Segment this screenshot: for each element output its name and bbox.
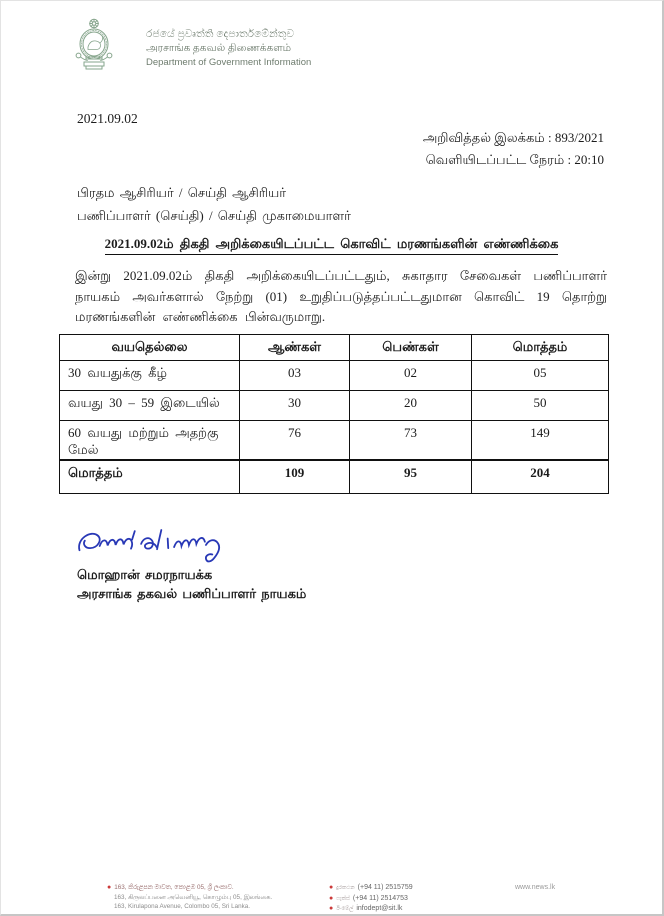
- handwritten-signature-image: [71, 521, 241, 571]
- total-females: 95: [350, 460, 472, 493]
- table-row: [60, 361, 609, 391]
- sri-lanka-emblem-logo: [73, 17, 115, 75]
- address-bullet-icon: ●: [107, 884, 112, 891]
- footer-contact-block: [329, 883, 413, 915]
- total-label: மொத்தம்: [60, 460, 240, 493]
- dept-name-english: Department of Government Information: [146, 57, 312, 68]
- recipient-line-1: பிரதம ஆசிரியர் / செய்தி ஆசிரியர்: [77, 185, 287, 200]
- release-time-line: வெளியிடப்பட்ட நேரம் : 20:10: [425, 151, 604, 167]
- row-males: 03: [240, 361, 350, 391]
- department-header: [146, 28, 311, 70]
- col-header-age: வயதெல்லை: [60, 335, 240, 361]
- row-label: 30 வயதுக்கு கீழ்: [60, 361, 240, 391]
- phone-label: දුරකථන: [336, 885, 355, 891]
- address-english: 163, Kirulapona Avenue, Colombo 05, Sri Lanka.: [114, 903, 251, 910]
- table-header-row: [60, 335, 609, 361]
- fax-number: (+94 11) 2514753: [352, 894, 408, 902]
- row-total: 50: [472, 391, 609, 421]
- website-url: www.news.lk: [515, 884, 556, 891]
- covid-deaths-table: [59, 334, 609, 494]
- address-sinhala: 163, කිරුළපන මාවත, කොළඹ 05, ශ්‍රී ලංකාව.: [114, 884, 234, 891]
- document-date: 2021.09.02: [77, 111, 138, 126]
- col-header-males: ஆண்கள்: [240, 335, 350, 361]
- phone-number: (+94 11) 2515759: [357, 884, 413, 891]
- total-males: 109: [240, 460, 350, 493]
- phone-bullet-icon: ●: [329, 884, 334, 891]
- col-header-females: பெண்கள்: [350, 335, 472, 361]
- footer-address-block: [107, 883, 272, 912]
- fax-bullet-icon: ●: [329, 894, 334, 902]
- table-total-row: [60, 460, 609, 493]
- email-address: infodept@sit.lk: [356, 905, 403, 912]
- row-males: 76: [240, 421, 350, 461]
- row-total: 05: [472, 361, 609, 391]
- signatory-name: மொஹான் சமரநாயக்க: [77, 567, 213, 582]
- dept-name-sinhala: රජයේ ප්‍රවෘත්ති දෙපාර්තමේන්තුව: [146, 29, 295, 40]
- title-row: [59, 235, 604, 255]
- address-tamil: 163, கிருலப்பனை அவெனியூ, கொழும்பு 05, இலங்கை.: [114, 893, 273, 901]
- dept-name-tamil: அரசாங்க தகவல் திணைக்களம்: [146, 43, 292, 54]
- row-females: 02: [350, 361, 472, 391]
- recipients-block: [77, 182, 351, 227]
- recipient-line-2: பணிப்பாளர் (செய்தி) / செய்தி முகாமையாளர்: [77, 207, 351, 223]
- page-title: 2021.09.02ம் திகதி அறிக்கையிடப்பட்ட கொவிட் மரணங்களின் எண்ணிக்கை: [105, 236, 559, 255]
- row-females: 73: [350, 421, 472, 461]
- table-row: [60, 391, 609, 421]
- signatory-designation: அரசாங்க தகவல் பணிப்பாளர் நாயகம்: [77, 586, 307, 601]
- notice-number-line: அறிவித்தல் இலக்கம் : 893/2021: [422, 130, 604, 145]
- total-total: 204: [472, 460, 609, 493]
- row-total: 149: [472, 421, 609, 461]
- col-header-total: மொத்தம்: [472, 335, 609, 361]
- body-paragraph: இன்று 2021.09.02ம் திகதி அறிக்கையிடப்பட்டதும், சுகாதார சேவைகள் பணிப்பாளர் நாயகம் அவர்களால் நேற்று (01) உறுதிப்படுத்தப்பட்டதுமான கொவிட் 19 தொற்று மரணங்களின் எண்ணிக்கை பின்வருமாறு.: [75, 268, 607, 324]
- fax-label: ෆැක්ස්: [336, 895, 350, 902]
- row-males: 30: [240, 391, 350, 421]
- email-label: ඊ-මේල්: [336, 906, 354, 912]
- release-meta: [423, 127, 604, 170]
- row-females: 20: [350, 391, 472, 421]
- table-row: [60, 421, 609, 461]
- row-label: 60 வயது மற்றும் அதற்கு மேல்: [60, 421, 240, 461]
- row-label: வயது 30 – 59 இடையில்: [60, 391, 240, 421]
- email-bullet-icon: ●: [329, 905, 334, 912]
